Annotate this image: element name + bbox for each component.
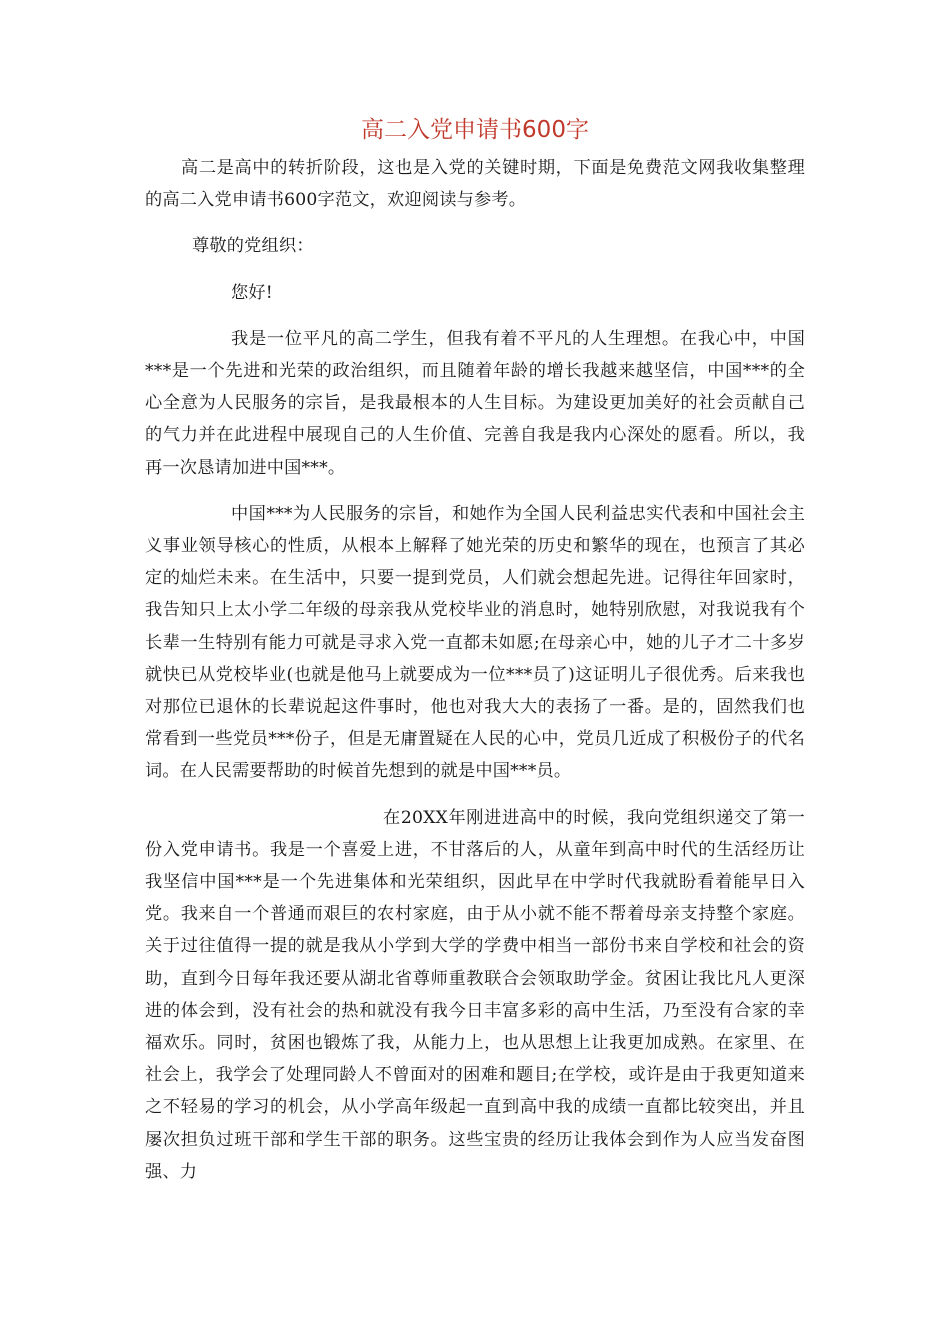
greeting: 您好! (231, 282, 273, 303)
document-body (145, 152, 805, 1188)
body-paragraph-2: 中国***为人民服务的宗旨，和她作为全国人民利益忠实代表和中国社会主义事业领导核心的性质，从根本上解释了她光荣的历史和繁华的现在，也预言了其必定的灿烂未来。在生活中，只要一提到党员，人们就会想起先进。记得往年回家时，我告知只上太小学二年级的母亲我从党校毕业的消息时，她特别欣慰，对我说我有个长辈一生特别有能力可就是寻求入党一直都未如愿;在母亲心中，她的儿子才二十多岁就快已从党校毕业(也就是他马上就要成为一位***员了)这证明儿子很优秀。后来我也对那位已退休的长辈说起这件事时，他也对我大大的表扬了一番。是的，固然我们也常看到一些党员***份子，但是无庸置疑在人民的心中，党员几近成了积极份子的代名词。在人民需要帮助的时候首先想到的就是中国***员。 (145, 503, 805, 782)
salutation: 尊敬的党组织： (192, 236, 314, 257)
document-title: 高二入党申请书600字 (361, 117, 589, 143)
intro-paragraph: 高二是高中的转折阶段，这也是入党的关键时期，下面是免费范文网我收集整理的高二入党申请书600字范文，欢迎阅读与参考。 (145, 158, 805, 211)
body-paragraph-1: 我是一位平凡的高二学生，但我有着不平凡的人生理想。在我心中，中国***是一个先进和光荣的政治组织，而且随着年龄的增长我越来越坚信，中国***的全心全意为人民服务的宗旨，是我最根本的人生目标。为建设更加美好的社会贡献自己的气力并在此进程中展现自己的人生价值、完善自我是我内心深处的愿看。所以，我再一次恳请加进中国***。 (145, 328, 805, 478)
body-paragraph-3: 在20XX年刚进进高中的时候，我向党组织递交了第一份入党申请书。我是一个喜爱上进，不甘落后的人，从童年到高中时代的生活经历让我坚信中国***是一个先进集体和光荣组织，因此早在中学时代我就盼看着能早日入党。我来自一个普通而艰巨的农村家庭，由于从小就不能不帮着母亲支持整个家庭。关于过往值得一提的就是我从小学到大学的学费中相当一部份书来自学校和社会的资助，直到今日每年我还要从湖北省尊师重教联合会领取助学金。贫困让我比凡人更深进的体会到，没有社会的热和就没有我今日丰富多彩的高中生活，乃至没有合家的幸福欢乐。同时，贫困也锻炼了我，从能力上，也从思想上让我更加成熟。在家里、在社会上，我学会了处理同龄人不曾面对的困难和题目;在学校，或许是由于我更知道来之不轻易的学习的机会，从小学高年级起一直到高中我的成绩一直都比较突出，并且屡次担负过班干部和学生干部的职务。这些宝贵的经历让我体会到作为人应当发奋图强、力 (145, 807, 805, 1182)
